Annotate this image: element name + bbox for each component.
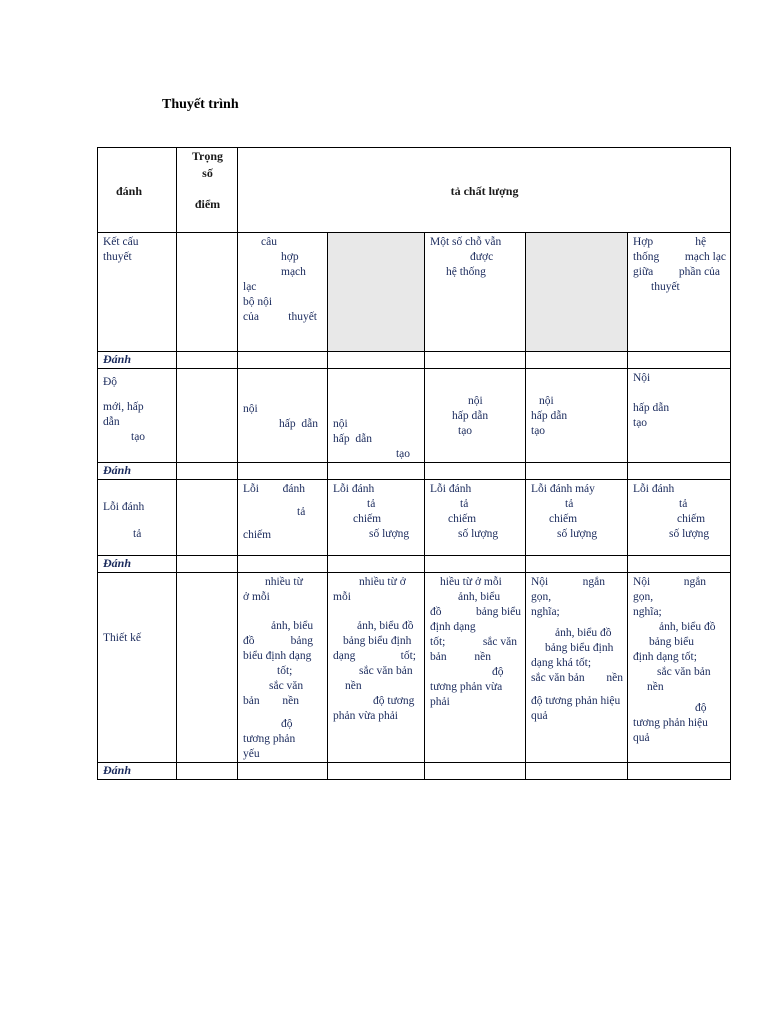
level-cell: nhiều từ ở mỗi ảnh, biểu đồ bảng biểu định dạng tốt; sắc văn bản nền độ tương phản yếu xyxy=(238,573,328,763)
criterion-cell: Thiết kế xyxy=(98,573,177,763)
level-cell: Nội hấp dẫn tạo xyxy=(628,369,731,463)
weight-cell xyxy=(177,573,238,763)
level-cell: nội hấp dẫn tạo xyxy=(526,369,628,463)
page-title: Thuyết trình xyxy=(162,97,239,112)
level-cell-empty xyxy=(526,233,628,352)
header-quality: tả chất lượng xyxy=(238,148,731,233)
score-row xyxy=(98,352,731,369)
criterion-row xyxy=(98,573,731,763)
level-cell: Lỗi đánh máy tả chiếm số lượng xyxy=(526,480,628,556)
level-cell: Một số chỗ vẫn được hệ thống xyxy=(425,233,526,352)
header-criterion: đánh xyxy=(98,148,177,233)
score-label: Đánh xyxy=(98,556,177,573)
level-cell: Lỗi đánh tả chiếm số lượng xyxy=(628,480,731,556)
criterion-row xyxy=(98,480,731,556)
score-label: Đánh xyxy=(98,763,177,780)
criterion-row xyxy=(98,369,731,463)
level-cell: nhiều từ ở mỗi ảnh, biểu đồ bảng biểu định dạng tốt; sắc văn bản nền độ tương phản vừa phải xyxy=(328,573,425,763)
level-cell: Hợp hệ thống mạch lạc giữa phần của thuyết xyxy=(628,233,731,352)
level-cell: nội hấp dẫn tạo xyxy=(425,369,526,463)
level-cell: hiều từ ở mỗi ảnh, biểu đồ bảng biểu định dạng tốt; sắc văn bản nền độ tương phản vừa phải xyxy=(425,573,526,763)
score-label: Đánh xyxy=(98,463,177,480)
header-weight: Trọng số điểm xyxy=(177,148,238,233)
criterion-cell: Lỗi đánh tả xyxy=(98,480,177,556)
criterion-row xyxy=(98,233,731,352)
level-cell: Lỗi đánh tả chiếm số lượng xyxy=(425,480,526,556)
weight-cell xyxy=(177,369,238,463)
weight-cell xyxy=(177,233,238,352)
score-row xyxy=(98,763,731,780)
score-row xyxy=(98,463,731,480)
score-label: Đánh xyxy=(98,352,177,369)
header-row xyxy=(98,148,731,233)
level-cell: Lỗi đánh tả chiếm số lượng xyxy=(328,480,425,556)
level-cell: câu hợp mạch lạc bộ nội của thuyết xyxy=(238,233,328,352)
level-cell: nội hấp dẫn tạo xyxy=(328,369,425,463)
level-cell: Lỗi đánh tả chiếm xyxy=(238,480,328,556)
criterion-cell: Kết cấu thuyết xyxy=(98,233,177,352)
weight-cell xyxy=(177,480,238,556)
level-cell: Nội ngắn gọn, nghĩa; ảnh, biểu đồ bảng biểu định dạng tốt; sắc văn bản nền độ tương phản hiệu quả xyxy=(628,573,731,763)
level-cell: Nội ngắn gọn, nghĩa; ảnh, biểu đồ bảng biểu định dạng khá tốt; sắc văn bản nền độ tương phản hiệu quả xyxy=(526,573,628,763)
level-cell-empty xyxy=(328,233,425,352)
score-row xyxy=(98,556,731,573)
criterion-cell: Độ mới, hấp dẫn tạo xyxy=(98,369,177,463)
level-cell: nội hấp dẫn xyxy=(238,369,328,463)
rubric-table xyxy=(97,147,731,780)
